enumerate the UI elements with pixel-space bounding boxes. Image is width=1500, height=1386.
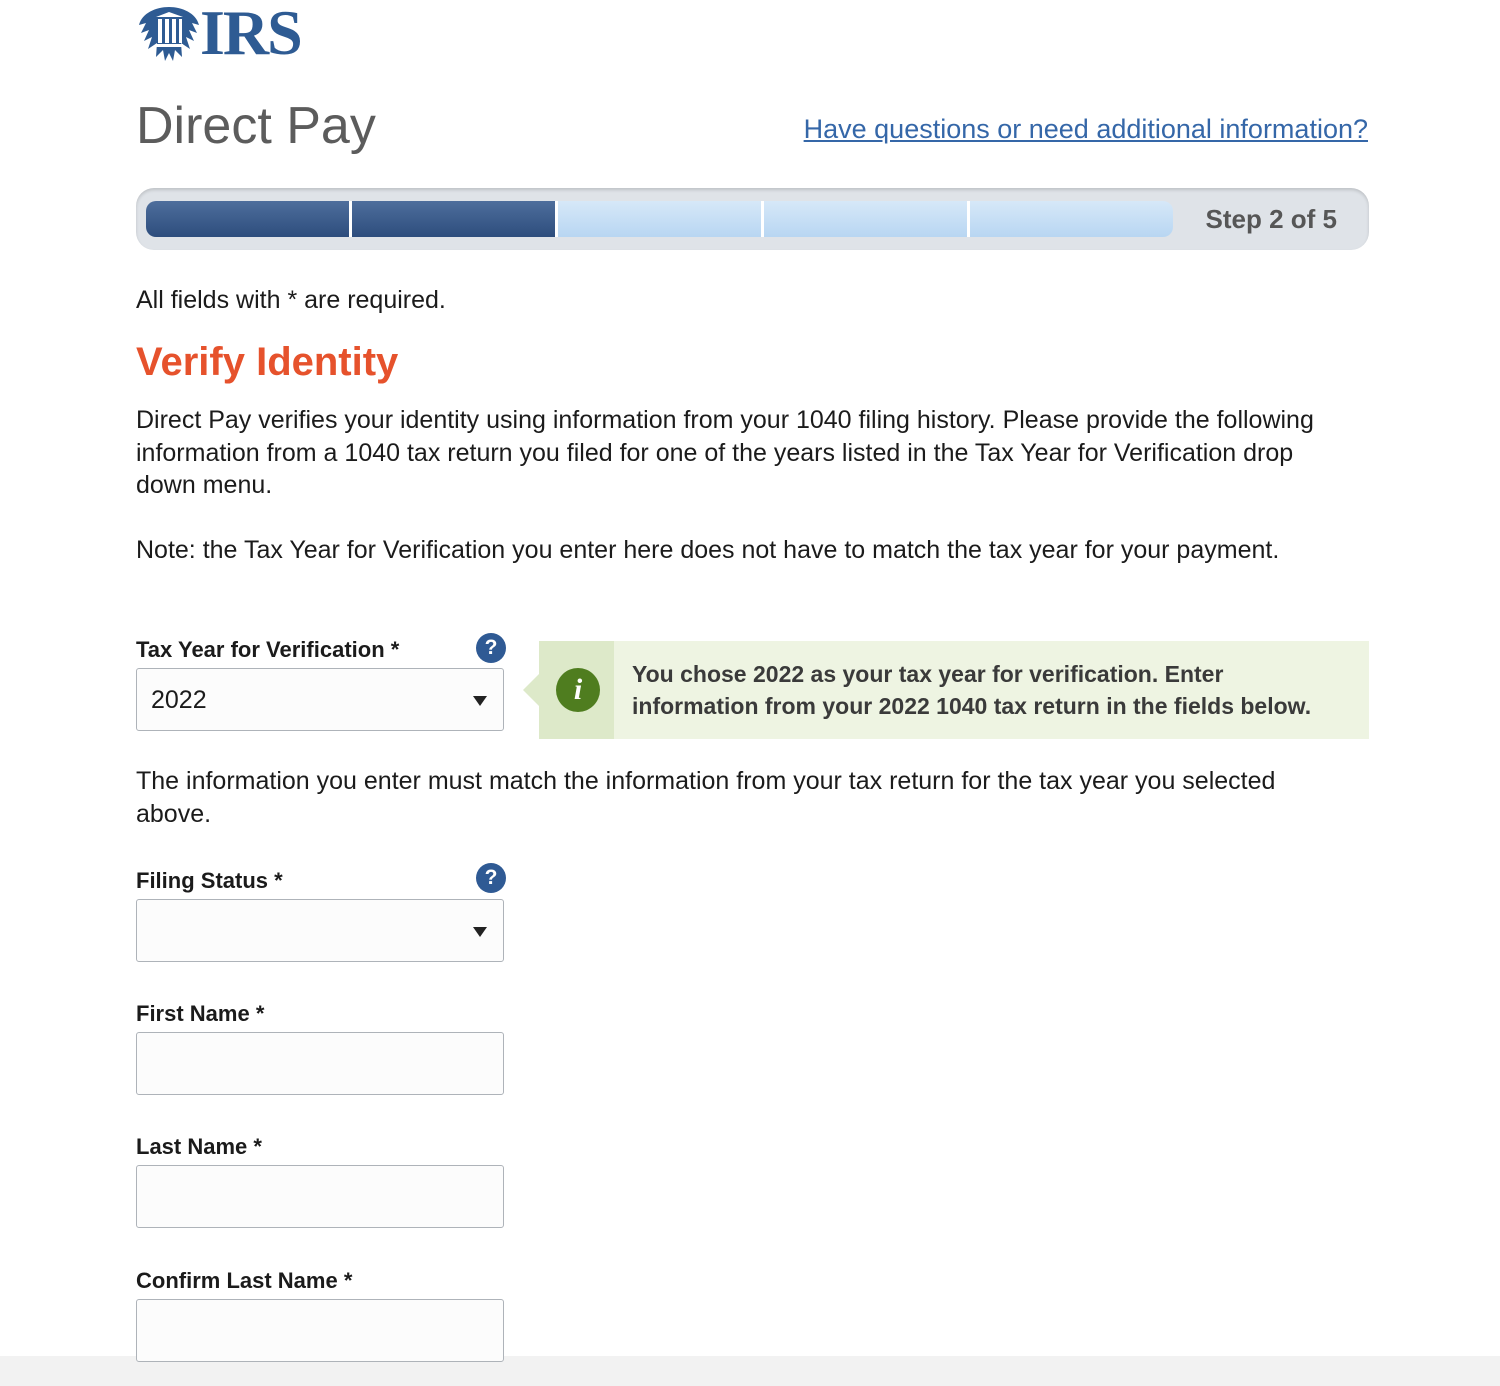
tax-year-label: Tax Year for Verification * [136,637,400,662]
progress-segment-3 [558,201,764,237]
alert-text: You chose 2022 as your tax year for verification. Enter information from your 2022 1040 tax return in the fields below. [632,661,1312,719]
eagle-icon [136,3,202,63]
info-icon: i [556,668,600,712]
logo-wordmark: IRS [200,0,301,68]
progress-track [146,201,1173,237]
help-link[interactable]: Have questions or need additional information? [803,114,1368,144]
tax-year-select[interactable] [136,668,504,731]
tax-year-selected-value: 2022 [151,686,207,714]
irs-logo[interactable] [136,0,316,68]
filing-status-select[interactable] [136,899,504,962]
alert-pointer [523,674,539,706]
last-name-label: Last Name * [136,1134,262,1159]
progress-segment-5 [970,201,1173,237]
filing-status-label: Filing Status * [136,868,283,893]
confirm-last-name-label: Confirm Last Name * [136,1268,353,1293]
alert-icon-panel [539,641,614,739]
progress-segment-4 [764,201,970,237]
match-note-text: The information you enter must match the information from your tax return for the tax year you selected above. [136,767,1276,828]
tax-year-info-alert [539,641,1369,739]
page-title: Direct Pay [136,97,376,155]
required-note: All fields with * are required. [136,286,446,314]
confirm-last-name-input[interactable] [136,1299,504,1362]
first-name-label: First Name * [136,1001,265,1026]
chevron-down-icon [473,927,487,937]
filing-status-help-icon[interactable]: ? [476,863,506,893]
progress-segment-1 [146,201,352,237]
progress-bar [136,188,1369,250]
last-name-input[interactable] [136,1165,504,1228]
progress-label: Step 2 of 5 [1205,204,1337,234]
progress-segment-2 [352,201,558,237]
tax-year-help-icon[interactable]: ? [476,633,506,663]
note-text: Note: the Tax Year for Verification you enter here does not have to match the tax year for your payment. [136,536,1280,564]
chevron-down-icon [473,696,487,706]
intro-text: Direct Pay verifies your identity using information from your 1040 filing history. Please provide the following information from a 1040 tax return you filed for one of the years listed in the Tax Year for Verification drop down menu. [136,406,1314,499]
first-name-input[interactable] [136,1032,504,1095]
section-heading: Verify Identity [136,340,399,384]
